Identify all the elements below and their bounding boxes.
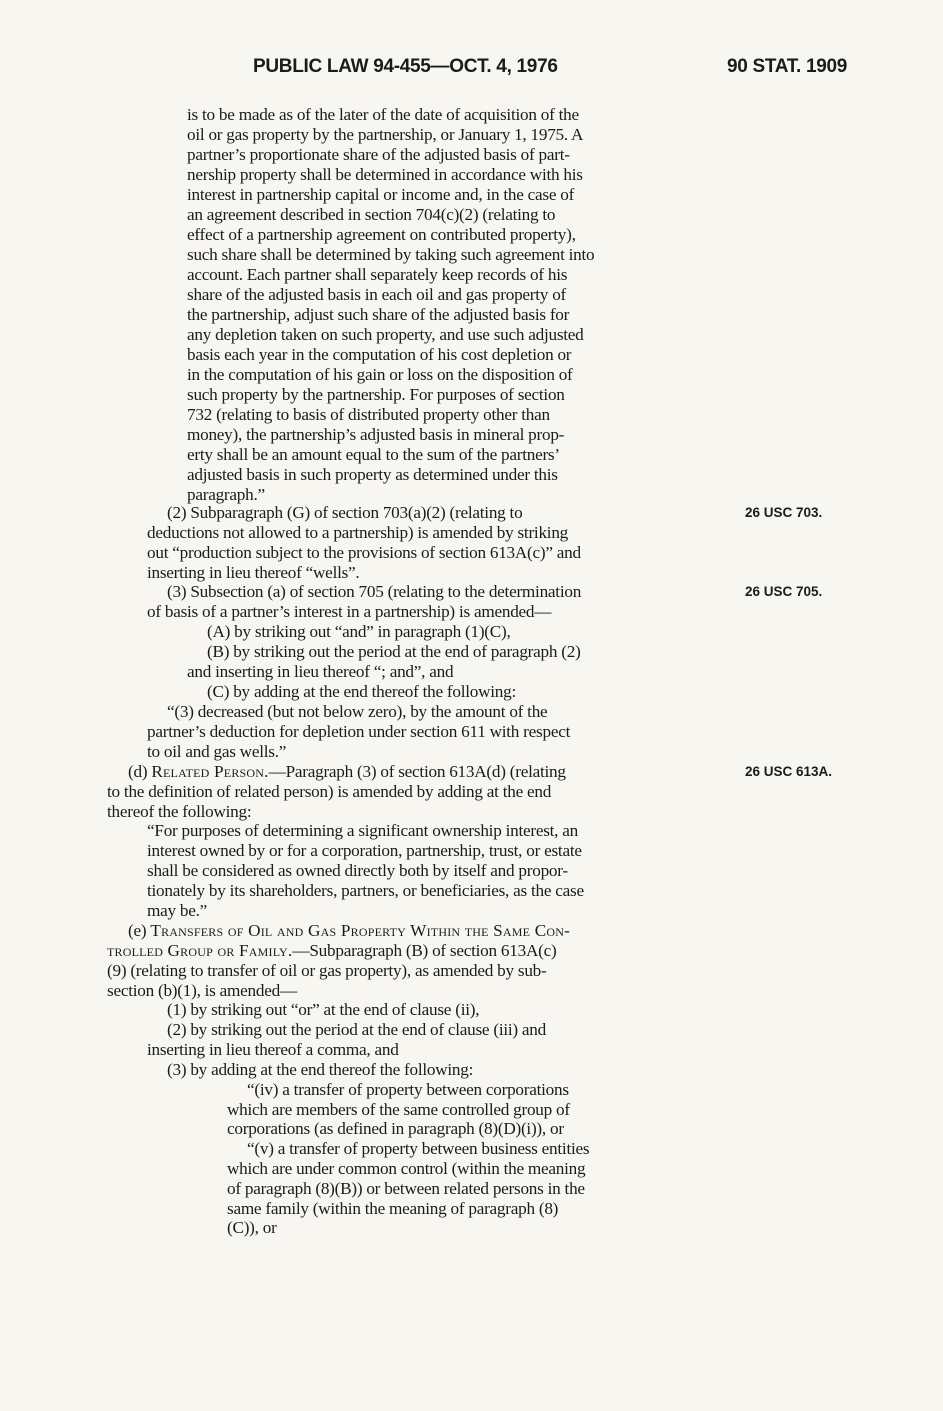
text-line: (B) by striking out the period at the end of paragraph (2) (207, 642, 581, 661)
text-line: inserting in lieu thereof “wells”. (147, 563, 360, 582)
subsection-heading: Transfers of Oil and Gas Property Within the Same Con- (150, 921, 571, 940)
text-line: inserting in lieu thereof a comma, and (147, 1040, 399, 1059)
text-line: interest owned by or for a corporation, partnership, trust, or estate (147, 841, 582, 860)
margin-note: 26 USC 613A. (745, 764, 833, 779)
text-line: erty shall be an amount equal to the sum of the partners’ (187, 445, 560, 464)
text-line: section (b)(1), is amended— (107, 981, 297, 1000)
text-line: (9) (relating to transfer of oil or gas property), as amended by sub- (107, 961, 547, 980)
text-line: (C) by adding at the end thereof the following: (207, 682, 516, 701)
text-line: account. Each partner shall separately keep records of his (187, 265, 568, 284)
text-line: tionately by its shareholders, partners, or beneficiaries, as the case (147, 881, 584, 900)
subsection-heading: trolled Group or Family. (107, 941, 293, 960)
subsection-heading: Related Person. (151, 762, 269, 781)
text-line: (2) Subparagraph (G) of section 703(a)(2) (relating to (167, 503, 523, 522)
text-line: “For purposes of determining a significant ownership interest, an (147, 821, 578, 840)
text-line: money), the partnership’s adjusted basis in mineral prop- (187, 425, 565, 444)
subsection-heading-line: (d) Related Person.—Paragraph (3) of section 613A(d) (relating (128, 762, 566, 781)
text-line: (2) by striking out the period at the end of clause (iii) and (167, 1020, 546, 1039)
text-line: out “production subject to the provisions of section 613A(c)” and (147, 543, 581, 562)
text-line: “(iv) a transfer of property between corporations (247, 1080, 569, 1099)
text-line: and inserting in lieu thereof “; and”, and (187, 662, 454, 681)
margin-note: 26 USC 703. (745, 505, 823, 520)
text-line: such property by the partnership. For purposes of section (187, 385, 565, 404)
text-line: which are under common control (within the meaning (227, 1159, 586, 1178)
page-header-stat: 90 STAT. 1909 (727, 56, 848, 77)
text-line: partner’s proportionate share of the adjusted basis of part- (187, 145, 570, 164)
text-line: interest in partnership capital or income and, in the case of (187, 185, 575, 204)
text-line: paragraph.” (187, 485, 265, 504)
text-line: 732 (relating to basis of distributed property other than (187, 405, 550, 424)
text-line: in the computation of his gain or loss on the disposition of (187, 365, 573, 384)
text-line: oil or gas property by the partnership, or January 1, 1975. A (187, 125, 584, 144)
text-line: to oil and gas wells.” (147, 742, 287, 761)
subsection-heading-line: (e) Transfers of Oil and Gas Property Within the Same Con- (128, 921, 571, 940)
text-line: basis each year in the computation of his cost depletion or (187, 345, 572, 364)
text-line: an agreement described in section 704(c)(2) (relating to (187, 205, 556, 224)
text-line: of basis of a partner’s interest in a partnership) is amended— (147, 602, 552, 621)
text-line: such share shall be determined by taking such agreement into (187, 245, 595, 264)
text-line: share of the adjusted basis in each oil and gas property of (187, 285, 567, 304)
text-line: thereof the following: (107, 802, 252, 821)
margin-note: 26 USC 705. (745, 584, 823, 599)
page-header-title: PUBLIC LAW 94-455—OCT. 4, 1976 (253, 56, 558, 77)
text-line: “(3) decreased (but not below zero), by the amount of the (167, 702, 548, 721)
text-line: effect of a partnership agreement on contributed property), (187, 225, 576, 244)
text-line: adjusted basis in such property as determined under this (187, 465, 558, 484)
text-line: the partnership, adjust such share of the adjusted basis for (187, 305, 570, 324)
text-line: of paragraph (8)(B)) or between related persons in the (227, 1179, 585, 1198)
text-line: (1) by striking out “or” at the end of clause (ii), (167, 1000, 480, 1019)
text-line: deductions not allowed to a partnership) is amended by striking (147, 523, 569, 542)
text-line: (3) Subsection (a) of section 705 (relating to the determination (167, 582, 582, 601)
text-line: (3) by adding at the end thereof the following: (167, 1060, 474, 1079)
text-line: is to be made as of the later of the date of acquisition of the (187, 105, 579, 124)
text-line: “(v) a transfer of property between business entities (247, 1139, 590, 1158)
text-line: shall be considered as owned directly both by itself and propor- (147, 861, 568, 880)
text-line: (C)), or (227, 1218, 277, 1237)
text-line: trolled Group or Family.—Subparagraph (B) of section 613A(c) (107, 941, 557, 960)
text-line: (A) by striking out “and” in paragraph (1)(C), (207, 622, 511, 641)
text-line: nership property shall be determined in accordance with his (187, 165, 583, 184)
text-line: any depletion taken on such property, and use such adjusted (187, 325, 584, 344)
text-line: partner’s deduction for depletion under section 611 with respect (147, 722, 571, 741)
text-line: which are members of the same controlled group of (227, 1100, 570, 1119)
text-line: may be.” (147, 901, 208, 920)
text-line: corporations (as defined in paragraph (8)(D)(i)), or (227, 1119, 564, 1138)
text-line: to the definition of related person) is amended by adding at the end (107, 782, 552, 801)
text-line: same family (within the meaning of paragraph (8) (227, 1199, 559, 1218)
